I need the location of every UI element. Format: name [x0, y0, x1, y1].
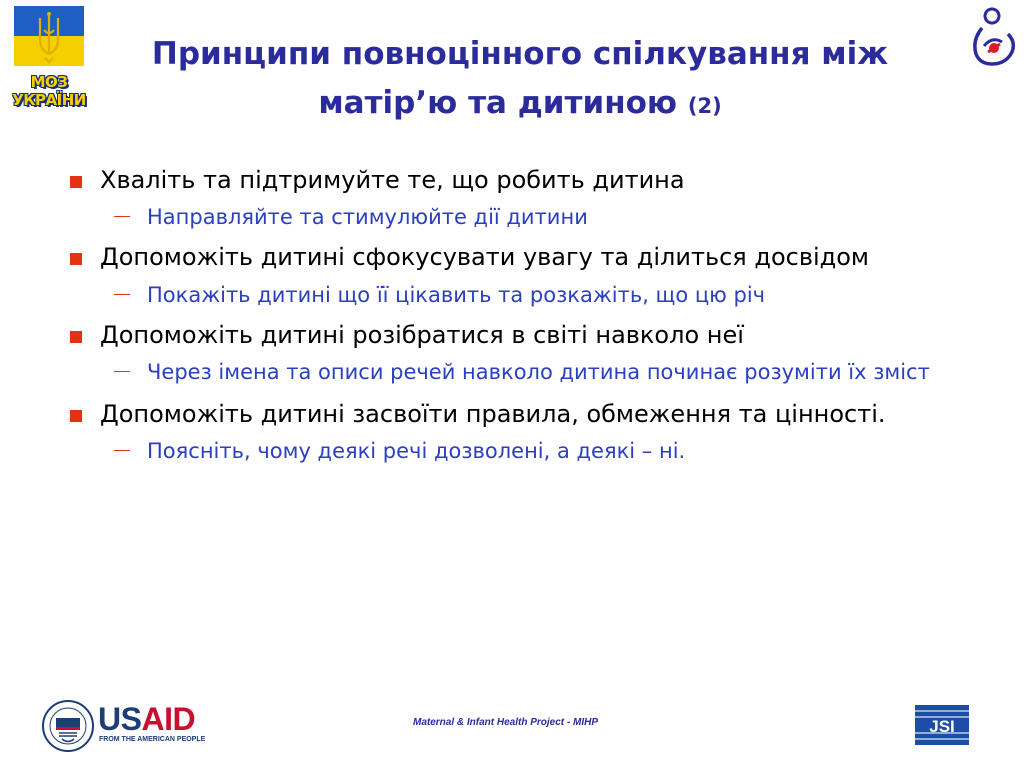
moz-logo-line1: МОЗ	[30, 73, 68, 91]
slide-title	[80, 30, 960, 131]
bullet-square-icon	[70, 331, 82, 343]
footer-project-text: Maternal & Infant Health Project - MIHP	[413, 717, 599, 728]
bullet-square-icon	[70, 253, 82, 265]
bullet-text: Допоможіть дитині розібратися в світі навколо неї	[100, 321, 744, 349]
title-line2	[80, 79, 960, 131]
sub-text: Направляйте та стимулюйте дії дитини	[147, 205, 588, 229]
bullet-square-icon	[70, 410, 82, 422]
bullet-item	[70, 317, 970, 354]
usaid-aid: AID	[141, 701, 196, 737]
title-line1: Принципи повноцінного спілкування між	[151, 36, 889, 72]
usaid-seal-icon	[42, 700, 94, 752]
jsi-logo-icon	[915, 705, 969, 745]
sub-dash-icon	[114, 294, 130, 295]
sub-text: Через імена та описи речей навколо дитина починає розуміти їх зміст	[147, 360, 930, 384]
title-number: (2)	[687, 94, 722, 118]
bullet-item	[70, 162, 970, 199]
bullet-item	[70, 396, 970, 433]
usaid-wordmark	[98, 702, 195, 736]
usaid-tagline: FROM THE AMERICAN PEOPLE	[99, 736, 206, 743]
bullet-item	[70, 239, 970, 276]
sub-dash-icon	[114, 371, 130, 372]
sub-dash-icon	[114, 216, 130, 217]
sub-item	[70, 201, 970, 233]
bullet-list	[70, 155, 970, 467]
ukraine-trident-icon	[36, 10, 62, 64]
ukraine-flag	[14, 6, 84, 66]
moz-logo-line2: УКРАЇНИ	[12, 91, 86, 109]
sub-item	[70, 279, 970, 311]
title-line2-text: матір’ю та дитиною	[318, 85, 678, 121]
jsi-text: JSI	[929, 717, 955, 736]
usaid-logo	[42, 700, 212, 752]
sub-item	[70, 356, 970, 388]
bullet-text: Допоможіть дитині засвоїти правила, обмеження та цінності.	[100, 400, 886, 428]
bullet-text: Хваліть та підтримуйте те, що робить дитина	[100, 166, 685, 194]
usaid-us: US	[98, 701, 142, 737]
bullet-square-icon	[70, 176, 82, 188]
sub-dash-icon	[114, 450, 130, 451]
sub-text: Покажіть дитині що її цікавить та розкажіть, що цю річ	[147, 283, 766, 307]
sub-item	[70, 435, 970, 467]
sub-text: Поясніть, чому деякі речі дозволені, а деякі – ні.	[147, 439, 686, 463]
mother-child-icon	[968, 6, 1018, 68]
bullet-text: Допоможіть дитині сфокусувати увагу та ділиться досвідом	[100, 243, 870, 271]
